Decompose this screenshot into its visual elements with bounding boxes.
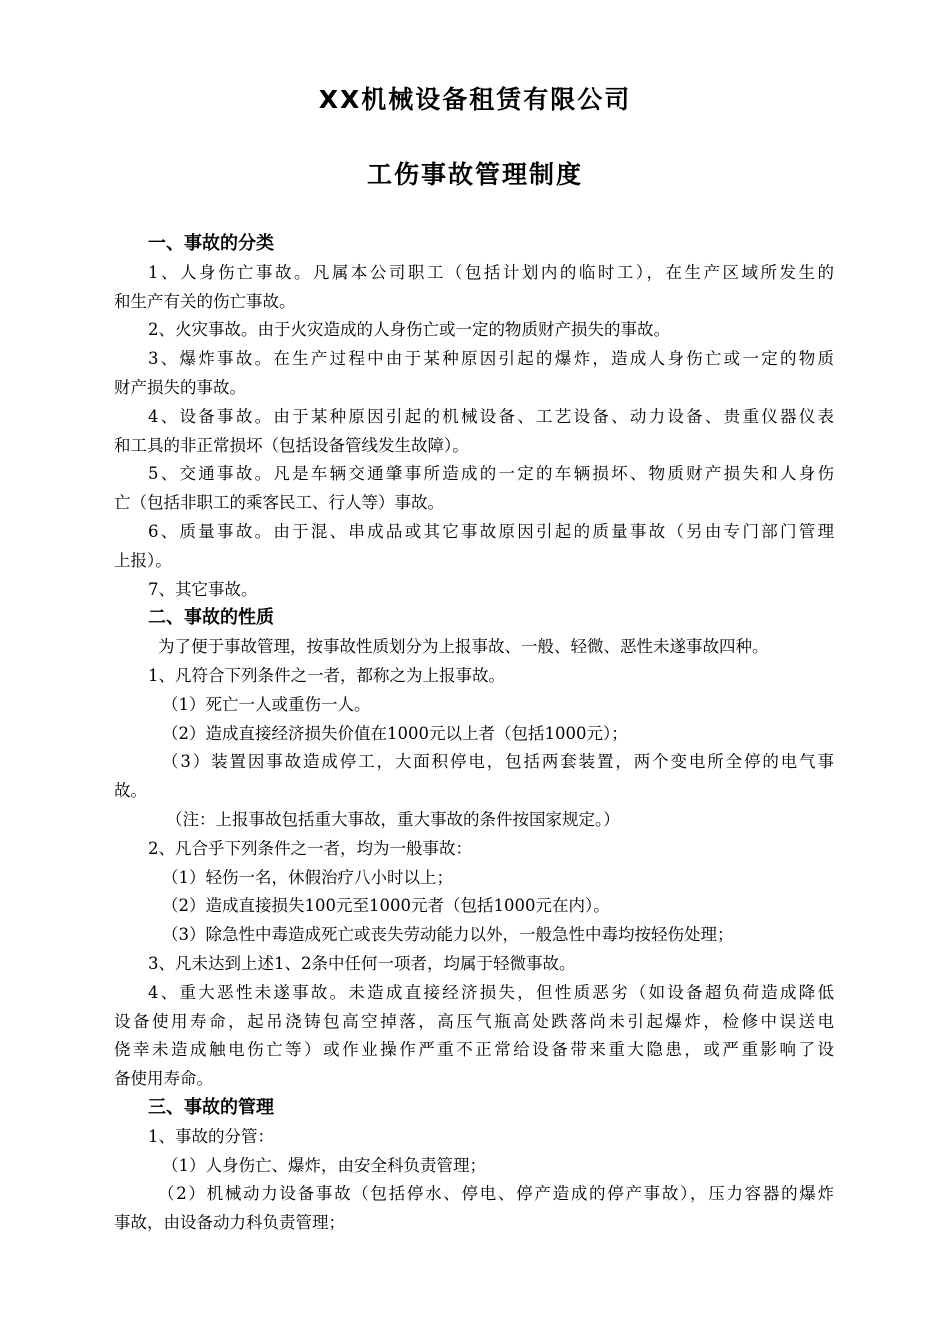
paragraph-line: （1）人身伤亡、爆炸，由安全科负责管理；	[162, 1155, 486, 1175]
paragraph-line: 1、凡符合下列条件之一者，都称之为上报事故。	[148, 665, 505, 685]
paragraph-line: 1、事故的分管：	[148, 1126, 274, 1146]
paragraph-line: 4、设备事故。由于某种原因引起的机械设备、工艺设备、动力设备、贵重仪器仪表	[148, 406, 834, 426]
paragraph-line: 财产损失的事故。	[114, 377, 246, 397]
paragraph-line: 设备使用寿命，起吊浇铸包高空掉落，高压气瓶高处跌落尚未引起爆炸，检修中误送电	[114, 1011, 834, 1031]
section-heading-management: 三、事故的管理	[148, 1096, 274, 1118]
paragraph-line: （1）轻伤一名，休假治疗八小时以上；	[162, 867, 453, 887]
paragraph-line: 和生产有关的伤亡事故。	[114, 291, 296, 311]
paragraph-line: （注：上报事故包括重大事故，重大事故的条件按国家规定。）	[166, 809, 620, 829]
paragraph-line: 上报）。	[114, 550, 172, 570]
document-title: 工伤事故管理制度	[366, 160, 583, 189]
section-heading-nature: 二、事故的性质	[148, 607, 274, 629]
section-heading-classification: 一、事故的分类	[148, 233, 274, 254]
paragraph-line: 亡（包括非职工的乘客民工、行人等）事故。	[114, 493, 444, 513]
paragraph-line: 事故，由设备动力科负责管理；	[114, 1213, 345, 1233]
document-body	[114, 230, 834, 1238]
paragraph-line: 故。	[114, 781, 147, 801]
paragraph-line: 2、火灾事故。由于火灾造成的人身伤亡或一定的物质财产损失的事故。	[148, 320, 670, 340]
paragraph-line: 6、质量事故。由于混、串成品或其它事故原因引起的质量事故（另由专门部门管理	[148, 521, 834, 541]
company-name: XX机械设备租赁有限公司	[318, 85, 632, 114]
paragraph-line: （3）除急性中毒造成死亡或丧失劳动能力以外，一般急性中毒均按轻伤处理；	[162, 925, 734, 945]
paragraph-line: （2）机械动力设备事故（包括停水、停电、停产造成的停产事故），压力容器的爆炸	[158, 1184, 834, 1204]
paragraph-line: 3、爆炸事故。在生产过程中由于某种原因引起的爆炸，造成人身伤亡或一定的物质	[148, 349, 834, 369]
paragraph-line: （3）装置因事故造成停工，大面积停电，包括两套装置，两个变电所全停的电气事	[162, 752, 834, 772]
paragraph-line: 为了便于事故管理，按事故性质划分为上报事故、一般、轻微、恶性未遂事故四种。	[158, 637, 769, 657]
paragraph-line: 4、重大恶性未遂事故。未造成直接经济损失，但性质恶劣（如设备超负荷造成降低	[148, 982, 834, 1002]
paragraph-line: （2）造成直接损失100元至1000元者（包括1000元在内）。	[162, 896, 610, 916]
paragraph-line: 3、凡未达到上述1、2条中任何一项者，均属于轻微事故。	[148, 953, 576, 973]
paragraph-line: （2）造成直接经济损失价值在1000元以上者（包括1000元）；	[162, 723, 628, 743]
paragraph-line: （1）死亡一人或重伤一人。	[162, 694, 371, 714]
paragraph-line: 1、人身伤亡事故。凡属本公司职工（包括计划内的临时工），在生产区域所发生的	[148, 262, 834, 282]
paragraph-line: 5、交通事故。凡是车辆交通肇事所造成的一定的车辆损坏、物质财产损失和人身伤	[148, 464, 834, 484]
paragraph-line: 7、其它事故。	[148, 579, 258, 599]
paragraph-line: 2、凡合乎下列条件之一者，均为一般事故：	[148, 838, 472, 858]
paragraph-line: 备使用寿命。	[114, 1069, 213, 1089]
paragraph-line: 侥幸未造成触电伤亡等）或作业操作严重不正常给设备带来重大隐患，或严重影响了设	[114, 1040, 834, 1060]
paragraph-line: 和工具的非正常损坏（包括设备管线发生故障）。	[114, 435, 469, 455]
